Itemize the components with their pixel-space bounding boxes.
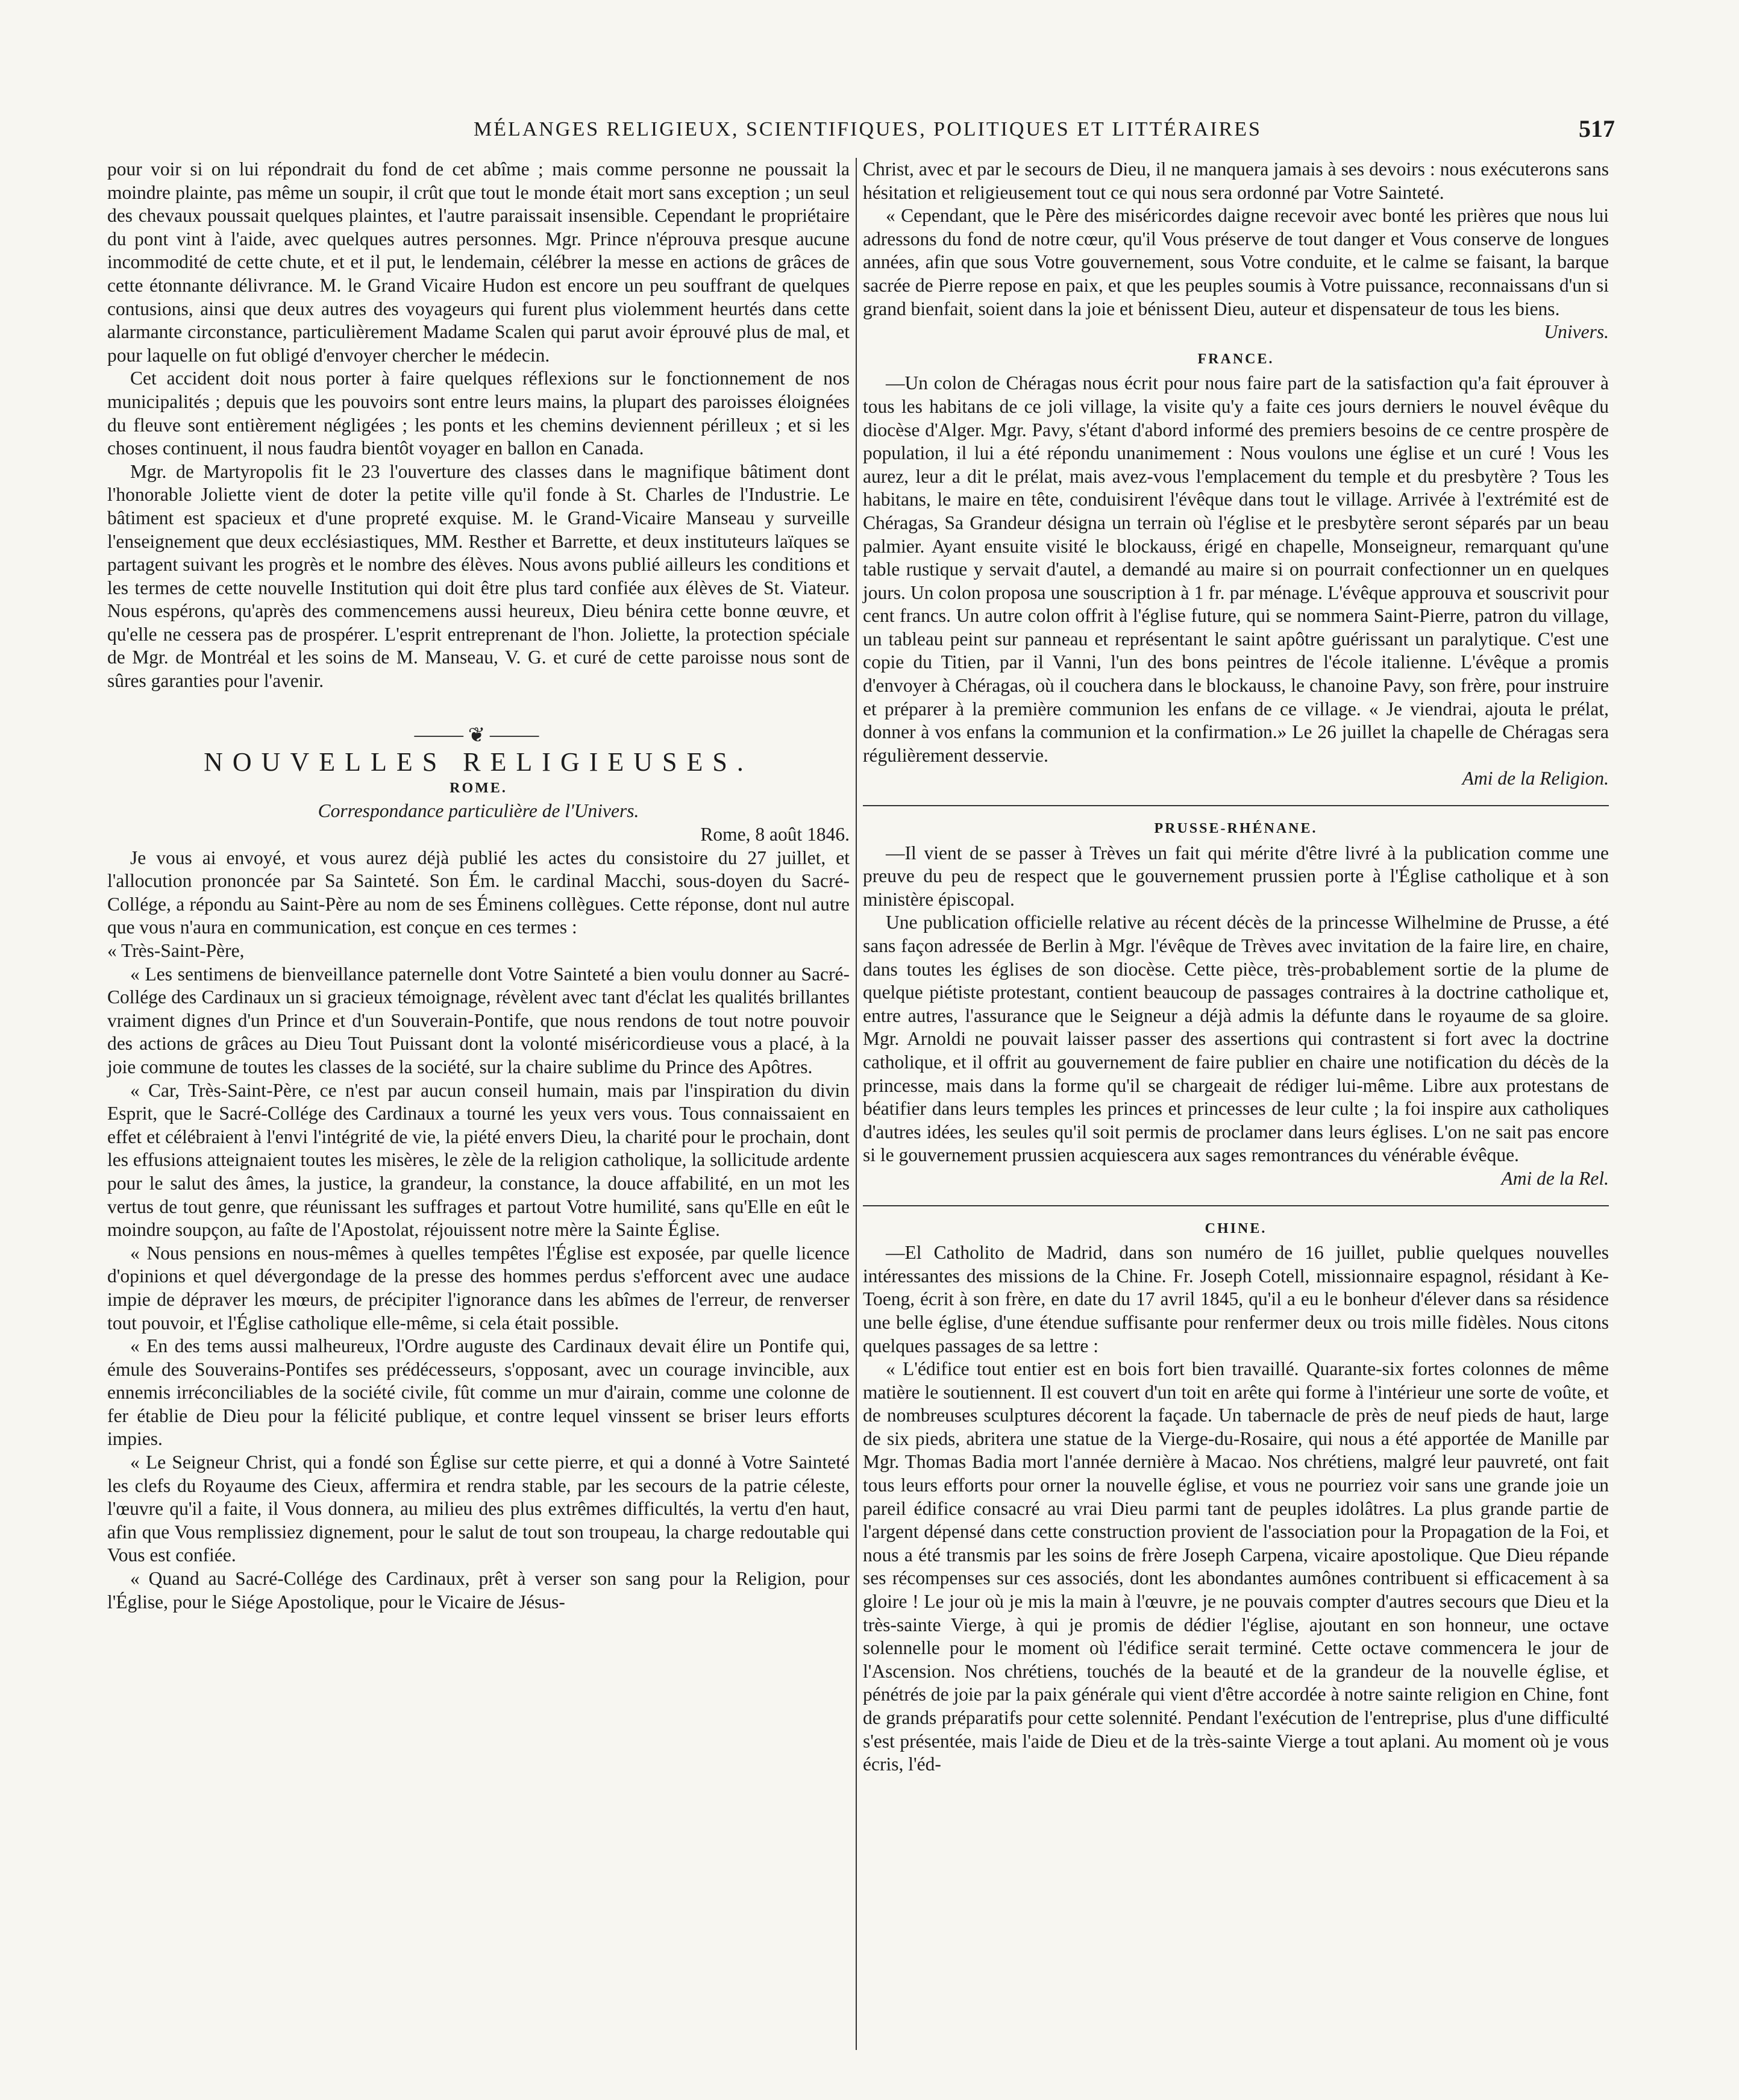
article-paragraph: —Un colon de Chéragas nous écrit pour nous faire part de la satisfaction qu'a fait éprouver à tous les habitans de ce joli village, la visite qu'y a faite ces jours derniers le nouvel évêque du diocèse d'Alger. Mgr. Pavy, s'étant d'abord informé des premiers besoins de ce centre prospère de population, il lui a été répondu unanimement : Nous voulons une église et un curé ! Vous les aurez, leur a dit le prélat, mais avez-vous l'emplacement du temple et du presbytère ? Tous les habitans, le maire en tête, conduisirent l'évêque dans tout le village. Arrivée à l'extrémité est de Chéragas, Sa Grandeur désigna un terrain où l'église et le presbytère seront séparés par un beau palmier. Ayant ensuite visité le blockauss, érigé en chapelle, Monseigneur, remarquant qu'une table rustique y servait d'autel, a demandé au maire si on pourrait confectionner un en quelques jours. Un colon proposa une souscription à 1 fr. par ménage. L'évêque approuva et souscrivit pour cent francs. Un autre colon offrit à l'église future, qui se nommera Saint-Pierre, patron du village, un tableau peint sur panneau et représentant le saint apôtre guérissant un paralytique. C'est une copie du Titien, par il Vanni, l'un des bons peintres de l'école italienne. L'évêque a promis d'envoyer à Chéragas, où il couchera dans le blockauss, le chanoine Pavy, son frère, pour instruire et préparer à la première communion les enfans de ce village. « Je viendrai, ajouta le prélat, donner à vos enfans la communion et la confirmation.» Le 26 juillet la chapelle de Chéragas sera régulièrement desservie. — [863, 372, 1609, 766]
article-paragraph: —Il vient de se passer à Trèves un fait qui mérite d'être livré à la publication comme une preuve du peu de respect que le gouvernement prussien porte à l'Église catholique et à son ministère épiscopal. — [863, 842, 1609, 910]
article-paragraph: Une publication officielle relative au récent décès de la princesse Wilhelmine de Prusse, a été sans façon adressée de Berlin à Mgr. l'évêque de Trèves avec invitation de la faire lire, en chaire, dans toutes les églises de son diocèse. Cette pièce, très-probablement sortie de la plume de quelque piétiste protestant, contient beaucoup de passages contraires à la doctrine catholique et, entre autres, l'assurance que le Seigneur a déjà admis la défunte dans le royaume de sa gloire. Mgr. Arnoldi ne pouvait laisser passer des assertions qui contrastent si fort avec la doctrine catholique, et il offrit au gouvernement de faire publier en chaire une notification du décès de la princesse, mais dans la forme qu'il se chargeait de rédiger lui-même. Libre aux protestans de béatifier dans leurs temples les princes et princesses de leur culte ; la foi inspire aux catholiques d'autres idées, les seules qu'il soit permis de proclamer dans leurs églises. L'on ne sait pas encore si le gouvernement prussien acquiescera aux sages remontrances du vénérable évêque. — [863, 912, 1609, 1166]
article-paragraph: Je vous ai envoyé, et vous aurez déjà publié les actes du consistoire du 27 juillet, et l'allocution prononcée par Sa Sainteté. Son Ém. le cardinal Macchi, sous-doyen du Sacré-Collége, a répondu au Saint-Père au nom de ses Éminens collègues. Cette réponse, dont nul autre que vous n'aura en communication, est conçue en ces termes : — [107, 847, 850, 938]
article-paragraph: —El Catholito de Madrid, dans son numéro de 16 juillet, publie quelques nouvelles intéressantes des missions de la Chine. Fr. Joseph Cotell, missionnaire espagnol, résidant à Ke-Toeng, écrit à son frère, en date du 17 avril 1845, qu'il a eu le bonheur d'élever dans sa résidence une belle église, d'une étendue suffisante pour renfermer deux ou trois mille fidèles. Nous citons quelques passages de sa lettre : — [863, 1242, 1609, 1356]
section-heading-prusse: PRUSSE-RHÉNANE. — [1154, 821, 1318, 837]
article-paragraph: « Les sentimens de bienveillance paternelle dont Votre Sainteté a bien voulu donner au Sacré-Collége des Cardinaux un si gracieux témoignage, révèlent avec tant d'éclat les qualités brillantes vraiment dignes d'un Prince et d'un Souverain-Pontife, que nous rendons de tout notre pouvoir des actions de grâces au Dieu Tout Puissant dont la volonté miséricordieuse vous a placé, à la joie commune de toutes les classes de la société, sur la chaire sublime du Prince des Apôtres. — [107, 963, 850, 1077]
section-heading-chine: CHINE. — [1205, 1220, 1267, 1236]
article-paragraph: « En des tems aussi malheureux, l'Ordre auguste des Cardinaux devait élire un Pontife qui, émule des Souverains-Pontifes ses prédécesseurs, s'opposant, avec un courage invincible, aux ennemis irréconciliables de la société civile, fût comme un mur d'airain, comme une colonne de fer établie de Dieu pour la félicité publique, et contre lequel vinssent se briser leurs efforts impies. — [107, 1335, 850, 1450]
article-paragraph: « Car, Très-Saint-Père, ce n'est par aucun conseil humain, mais par l'inspiration du divin Esprit, que le Sacré-Collége des Cardinaux a tourné les yeux vers vous. Tous connaissaient en effet et célébraient à l'envi l'intégrité de vie, la piété envers Dieu, la charité pour le prochain, dont les effusions atteignaient toutes les misères, le zèle de la religion catholique, la sollicitude ardente pour le salut des âmes, la justice, la grandeur, la constance, la douce affabilité, en un mot les vertus de tout genre, que réunissant les suffrages et partout Votre humilité, sans qu'Elle en eût le moindre soupçon, au faîte de l'Apostolat, réjouissent notre mère la Sainte Église. — [107, 1079, 850, 1241]
article-paragraph: Mgr. de Martyropolis fit le 23 l'ouverture des classes dans le magnifique bâtiment dont l'honorable Joliette vient de doter la petite ville qu'il fonde à St. Charles de l'Industrie. Le bâtiment est spacieux et d'une propreté exquise. M. le Grand-Vicaire Manseau y surveille l'enseignement que deux ecclésiastiques, MM. Resther et Barrette, et deux instituteurs laïques se partagent suivant les progrès et le nombre des élèves. Nous avons publié ailleurs les conditions et les termes de cette nouvelle Institution qui doit être plus tard confiée aux élèves de St. Viateur. Nous espérons, qu'après des commencemens aussi heureux, Dieu bénira cette bonne œuvre, et qu'elle ne cessera pas de prospérer. L'esprit entreprenant de l'hon. Joliette, la protection spéciale de Mgr. de Montréal et les soins de M. Manseau, V. G. et curé de cette paroisse nous sont de sûres garanties pour l'avenir. — [107, 460, 850, 692]
article-paragraph: « Quand au Sacré-Collége des Cardinaux, prêt à verser son sang pour la Religion, pour l'Église, pour le Siége Apostolique, pour le Vicaire de Jésus- — [107, 1568, 850, 1613]
source-attribution: Univers. — [1544, 321, 1609, 343]
right-column — [863, 158, 1609, 1776]
section-separator — [863, 1205, 1609, 1206]
article-paragraph: Cet accident doit nous porter à faire quelques réflexions sur le fonctionnement de nos municipalités ; depuis que les pouvoirs sont entre leurs mains, la plupart des paroisses éloignées du fleuve sont entièrement négligées ; les ponts et les chemins deviennent périlleux ; et si les choses continuent, il nous faudra bientôt voyager en ballon en Canada. — [107, 368, 850, 459]
left-column — [107, 158, 850, 1614]
article-paragraph: « L'édifice tout entier est en bois fort bien travaillé. Quarante-six fortes colonnes de même matière le soutiennent. Il est couvert d'un toit en arête qui forme à l'intérieur une sorte de voûte, et de nombreuses sculptures décorent la façade. Un tabernacle de près de neuf pieds de haut, large de six pieds, abritera une statue de la Vierge-du-Rosaire, qui nous a été apportée de Manille par Mgr. Thomas Badia mort l'année dernière à Macao. Nos chrétiens, malgré leur pauvreté, ont fait tous leurs efforts pour orner la nouvelle église, et vous ne pourriez voir sans une grande joie un pareil édifice consacré au vrai Dieu parmi tant de peuples idolâtres. La plus grande partie de l'argent dépensé dans cette construction provient de l'association pour la Propagation de la Foi, et nous a été transmis par les soins de frère Joseph Carpena, vicaire apostolique. Que Dieu répande ses récompenses sur ces associés, dont les abondantes aumônes contribuent si efficacement à sa gloire ! Le jour où je mis la main à l'œuvre, je ne pouvais compter d'autres secours que Dieu et la très-sainte Vierge, à qui je promis de dédier l'église, ajoutant en son honneur, une octave solennelle pour le moment où l'édifice serait terminé. Cette octave commencera le jour de l'Ascension. Nos chrétiens, touchés de la beauté et de la grandeur de la nouvelle église, et pénétrés de joie par la paix générale qui vient d'être accordée à notre sainte religion en Chine, font de grands préparatifs pour cette solennité. Pendant l'exécution de l'entreprise, plus d'une difficulté s'est présentée, mais l'aide de Dieu et de la très-sainte Vierge a tout aplani. Au moment où je vous écris, l'éd- — [863, 1358, 1609, 1775]
section-title: NOUVELLES RELIGIEUSES. — [204, 747, 753, 777]
section-heading-france: FRANCE. — [1197, 351, 1274, 367]
section-ornament: ⸻❦⸻ — [413, 724, 544, 747]
article-paragraph: Christ, avec et par le secours de Dieu, il ne manquera jamais à ses devoirs : nous exécuterons sans hésitation et religieusement tout ce qui nous sera ordonné par Votre Sainteté. — [863, 158, 1609, 203]
article-paragraph: « Nous pensions en nous-mêmes à quelles tempêtes l'Église est exposée, par quelle licence d'opinions et quel dévergondage de la presse des hommes perdus s'efforcent avec une audace impie de dépraver les mœurs, de précipiter l'ignorance dans les abîmes de l'erreur, de renverser tout pouvoir, et l'Église catholique elle-même, si cela était possible. — [107, 1242, 850, 1334]
article-paragraph: pour voir si on lui répondrait du fond de cet abîme ; mais comme personne ne poussait la moindre plainte, pas même un soupir, il crût que tout le monde était mort sans exception ; un seul des chevaux poussait quelques plaintes, et l'autre paraissait insensible. Cependant le propriétaire du pont vint à l'aide, avec quelques autres personnes. Mgr. Prince n'éprouva presque aucune incommodité de cette chute, et et il put, le lendemain, célébrer la messe en actions de grâces de cette étonnante délivrance. M. le Grand Vicaire Hudon est encore un peu souffrant de quelques contusions, ainsi que deux autres des voyageurs qui furent plus violemment heurtés dans cette alarmante circonstance, particulièrement Madame Scalen qui parut avoir éprouvé plus de mal, et pour laquelle on fut obligé d'envoyer chercher le médecin. — [107, 158, 850, 366]
column-rule — [856, 158, 857, 2050]
subsection-heading-rome: ROME. — [450, 780, 507, 796]
salutation: « Très-Saint-Père, — [107, 940, 245, 961]
article-paragraph: « Cependant, que le Père des miséricordes daigne recevoir avec bonté les prières que nous lui adressons du fond de notre cœur, qu'il Vous préserve de tout danger et Vous conserve de longues années, afin que sous Votre gouvernement, sous Votre conduite, et le calme se faisant, la barque sacrée de Pierre repose en paix, et que les peuples soumis à Votre puissance, reconnaissans d'un si grand bienfait, soient dans la joie et bénissent Dieu, auteur et dispensateur de tous les biens. — [863, 205, 1609, 319]
running-head: MÉLANGES RELIGIEUX, SCIENTIFIQUES, POLITIQUES ET LITTÉRAIRES — [474, 118, 1262, 140]
source-attribution: Ami de la Religion. — [1462, 768, 1609, 789]
page-number: 517 — [1579, 115, 1615, 142]
article-paragraph: « Le Seigneur Christ, qui a fondé son Église sur cette pierre, et qui a donné à Votre Sainteté les clefs du Royaume des Cieux, affermira et rendra stable, par les secours de la patrie céleste, l'œuvre qu'il a faite, il Vous donnera, au milieu des plus extrêmes difficultés, la vertu d'en haut, afin que Vous remplissiez dignement, pour le salut de tout son troupeau, la charge redoutable qui Vous est confiée. — [107, 1452, 850, 1566]
section-separator — [863, 805, 1609, 806]
source-attribution: Ami de la Rel. — [1501, 1167, 1609, 1189]
correspondence-heading: Correspondance particulière de l'Univers. — [318, 800, 639, 822]
dateline: Rome, 8 août 1846. — [700, 824, 850, 845]
